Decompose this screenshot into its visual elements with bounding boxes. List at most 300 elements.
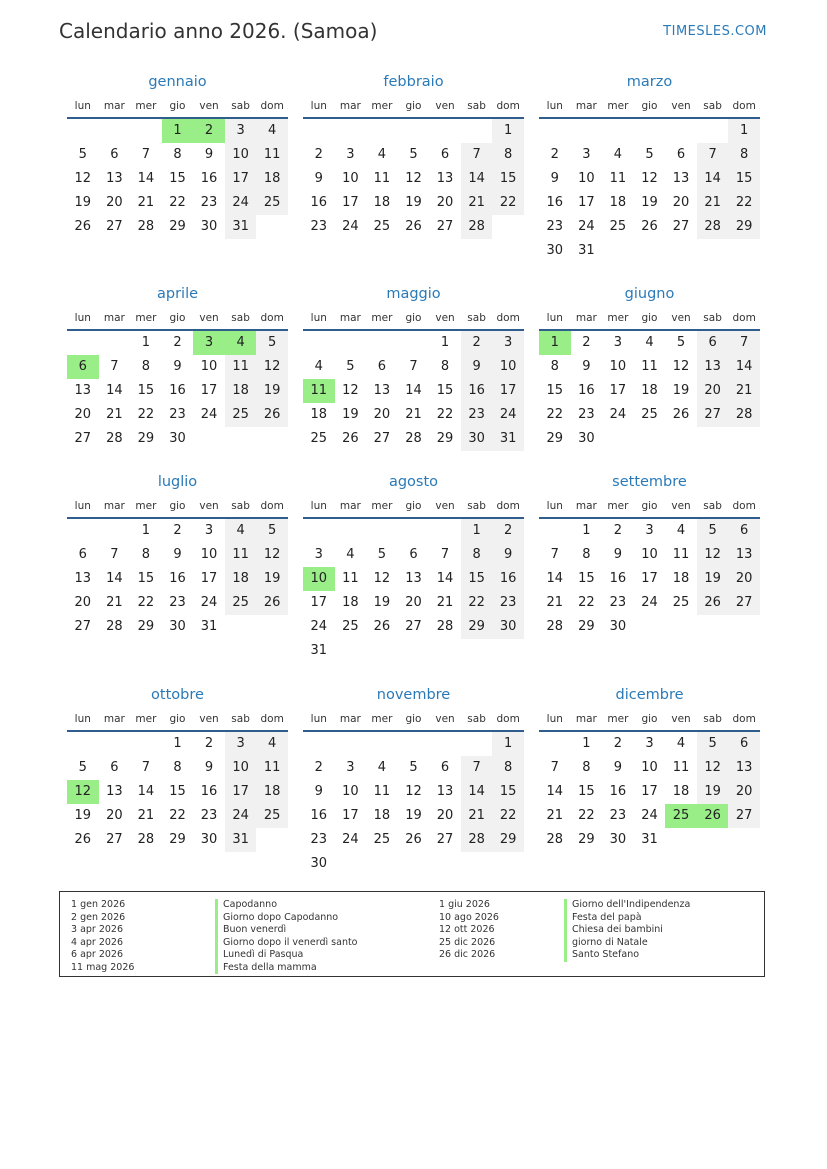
day-cell: 23 [169, 407, 186, 422]
day-cell: 21 [405, 407, 422, 422]
day-cell: 21 [697, 191, 729, 215]
day-cell: 13 [74, 383, 92, 398]
day-cell: 24 [310, 619, 328, 634]
day-cell: 23 [169, 595, 186, 610]
weekday-label: ven [671, 312, 691, 324]
weekday-label: dom [496, 100, 520, 112]
day-cell: 29 [169, 832, 186, 847]
empty-cell [303, 732, 335, 756]
day-cell: 30 [200, 832, 218, 847]
day-cell: 14 [436, 571, 454, 586]
day-cell: 13 [728, 756, 760, 780]
empty-cell [665, 119, 697, 143]
day-cell: 26 [256, 591, 288, 615]
day-cell: 7 [110, 359, 119, 374]
day-cell: 17 [492, 379, 524, 403]
days-grid [303, 732, 524, 876]
day-cell: 4 [225, 519, 257, 543]
month-dicembre [539, 685, 760, 898]
days-grid [67, 732, 288, 852]
day-cell: 18 [256, 780, 288, 804]
day-cell: 12 [373, 571, 391, 586]
day-cell: 28 [461, 828, 493, 852]
day-cell: 15 [578, 571, 595, 586]
legend-entry: 3 apr 2026 [71, 924, 124, 935]
weekday-label: mar [339, 100, 361, 112]
day-cell: 18 [373, 195, 391, 210]
weekday-label: mar [575, 100, 597, 112]
empty-cell [429, 732, 461, 756]
day-cell: 21 [137, 195, 155, 210]
day-cell: 20 [74, 407, 92, 422]
day-cell: 6 [676, 147, 686, 162]
day-cell: 30 [609, 619, 627, 634]
weekday-label: mer [135, 500, 157, 512]
day-cell: 4 [314, 359, 323, 374]
day-cell: 1 [582, 736, 591, 751]
day-cell: 18 [342, 595, 359, 610]
month-aprile [67, 284, 288, 472]
day-cell: 20 [74, 595, 92, 610]
weekday-label: ven [199, 500, 219, 512]
day-cell: 8 [173, 147, 182, 162]
day-cell: 20 [106, 808, 123, 823]
weekday-label: gio [169, 713, 186, 725]
day-cell: 23 [310, 219, 328, 234]
day-cell: 11 [672, 547, 690, 562]
legend-entry: Giorno dell'Indipendenza [564, 899, 690, 912]
weekday-header [539, 96, 760, 119]
day-cell: 9 [582, 359, 591, 374]
day-cell: 20 [405, 595, 422, 610]
weekday-label: lun [546, 312, 563, 324]
weekday-label: mar [103, 713, 125, 725]
brand-logo-text[interactable]: TIMESLES.COM [663, 24, 767, 39]
day-cell: 26 [672, 407, 690, 422]
days-grid [303, 331, 524, 451]
empty-cell [67, 331, 99, 355]
weekday-label: sab [703, 312, 722, 324]
weekday-label: mer [371, 100, 393, 112]
weekday-label: mar [575, 500, 597, 512]
days-grid [539, 732, 760, 852]
day-cell: 18 [672, 784, 690, 799]
day-cell: 24 [200, 595, 218, 610]
empty-cell [398, 519, 430, 543]
day-cell: 30 [461, 427, 493, 451]
empty-cell [335, 519, 367, 543]
day-cell: 8 [728, 143, 760, 167]
month-name: dicembre [615, 687, 684, 703]
holiday-day-cell: 25 [665, 804, 697, 828]
month-maggio [303, 284, 524, 472]
day-cell: 4 [377, 147, 387, 162]
day-cell: 23 [310, 832, 328, 847]
day-cell: 3 [492, 331, 524, 355]
weekday-label: dom [260, 312, 284, 324]
day-cell: 14 [137, 171, 155, 186]
holiday-day-cell: 3 [193, 331, 225, 355]
day-cell: 27 [74, 619, 92, 634]
month-agosto [303, 472, 524, 685]
day-cell: 21 [461, 191, 493, 215]
weekday-header [303, 96, 524, 119]
weekday-label: sab [703, 100, 722, 112]
day-cell: 21 [461, 804, 493, 828]
month-febbraio [303, 72, 524, 284]
weekday-label: dom [496, 500, 520, 512]
day-cell: 21 [546, 595, 564, 610]
day-cell: 15 [578, 784, 595, 799]
day-cell: 16 [169, 571, 186, 586]
day-cell: 5 [256, 331, 288, 355]
day-cell: 27 [728, 804, 760, 828]
weekday-label: sab [703, 713, 722, 725]
day-cell: 17 [200, 383, 218, 398]
day-cell: 28 [106, 619, 123, 634]
day-cell: 15 [461, 567, 493, 591]
holiday-day-cell: 1 [539, 331, 571, 355]
weekday-label: dom [260, 713, 284, 725]
day-cell: 13 [728, 543, 760, 567]
day-cell: 8 [141, 547, 151, 562]
empty-cell [130, 732, 162, 756]
month-name: febbraio [383, 74, 444, 90]
day-cell: 31 [200, 619, 218, 634]
day-cell: 19 [74, 808, 92, 823]
day-cell: 8 [582, 760, 591, 775]
day-cell: 1 [173, 736, 182, 751]
legend-dates-left [71, 899, 134, 974]
day-cell: 30 [578, 431, 595, 446]
day-cell: 27 [436, 219, 454, 234]
day-cell: 30 [310, 856, 328, 871]
weekday-label: mer [607, 500, 629, 512]
weekday-label: sab [703, 500, 722, 512]
day-cell: 18 [256, 167, 288, 191]
legend-entry: Santo Stefano [564, 949, 690, 962]
day-cell: 10 [492, 355, 524, 379]
day-cell: 26 [405, 832, 422, 847]
empty-cell [539, 732, 571, 756]
day-cell: 29 [137, 619, 155, 634]
legend-entry: Buon venerdì [215, 924, 358, 937]
day-cell: 2 [550, 147, 559, 162]
day-cell: 6 [440, 760, 450, 775]
days-grid [303, 519, 524, 663]
day-cell: 29 [436, 431, 454, 446]
weekday-label: ven [671, 100, 691, 112]
day-cell: 21 [106, 595, 123, 610]
holiday-day-cell: 6 [67, 355, 99, 379]
day-cell: 28 [137, 219, 155, 234]
day-cell: 23 [200, 195, 218, 210]
day-cell: 27 [672, 219, 690, 234]
empty-cell [366, 119, 398, 143]
day-cell: 4 [346, 547, 355, 562]
day-cell: 9 [550, 171, 559, 186]
legend-entry: 10 ago 2026 [439, 911, 499, 923]
day-cell: 3 [346, 760, 355, 775]
day-cell: 19 [342, 407, 359, 422]
day-cell: 11 [672, 760, 690, 775]
weekday-header [67, 709, 288, 732]
day-cell: 20 [697, 379, 729, 403]
day-cell: 29 [169, 219, 186, 234]
day-cell: 25 [672, 595, 690, 610]
day-cell: 13 [436, 171, 454, 186]
day-cell: 25 [342, 619, 359, 634]
day-cell: 25 [310, 431, 328, 446]
day-cell: 13 [697, 355, 729, 379]
day-cell: 12 [256, 543, 288, 567]
weekday-label: mar [339, 500, 361, 512]
day-cell: 18 [609, 195, 627, 210]
weekday-label: mer [371, 713, 393, 725]
day-cell: 23 [461, 403, 493, 427]
day-cell: 10 [225, 143, 257, 167]
weekday-label: lun [74, 500, 91, 512]
weekday-header [303, 709, 524, 732]
day-cell: 10 [342, 784, 359, 799]
holiday-day-cell: 4 [225, 331, 257, 355]
day-cell: 30 [546, 243, 564, 258]
days-grid [539, 519, 760, 639]
day-cell: 25 [641, 407, 658, 422]
day-cell: 26 [74, 832, 92, 847]
day-cell: 25 [256, 804, 288, 828]
day-cell: 10 [342, 171, 359, 186]
empty-cell [67, 519, 99, 543]
month-name: gennaio [148, 74, 207, 90]
day-cell: 23 [200, 808, 218, 823]
day-cell: 13 [74, 571, 92, 586]
day-cell: 13 [106, 171, 123, 186]
empty-cell [67, 732, 99, 756]
day-cell: 28 [137, 832, 155, 847]
day-cell: 31 [225, 828, 257, 852]
weekday-label: ven [435, 713, 455, 725]
legend-entry: 11 mag 2026 [71, 961, 135, 973]
day-cell: 4 [256, 119, 288, 143]
day-cell: 1 [492, 732, 524, 756]
weekday-label: mer [607, 100, 629, 112]
weekday-label: dom [260, 100, 284, 112]
day-cell: 6 [440, 147, 450, 162]
weekday-label: gio [641, 312, 658, 324]
day-cell: 16 [609, 784, 627, 799]
day-cell: 4 [676, 523, 686, 538]
day-cell: 24 [609, 407, 627, 422]
day-cell: 29 [546, 431, 564, 446]
weekday-label: mar [575, 312, 597, 324]
day-cell: 21 [546, 808, 564, 823]
day-cell: 3 [346, 147, 355, 162]
legend-entry: 26 dic 2026 [439, 949, 496, 960]
empty-cell [571, 119, 603, 143]
day-cell: 10 [200, 359, 218, 374]
day-cell: 3 [225, 119, 257, 143]
legend-entry: Giorno dopo il venerdì santo [215, 937, 358, 950]
empty-cell [335, 732, 367, 756]
day-cell: 23 [609, 595, 627, 610]
day-cell: 10 [200, 547, 218, 562]
day-cell: 7 [461, 143, 493, 167]
day-cell: 27 [373, 431, 391, 446]
weekday-label: sab [231, 312, 250, 324]
day-cell: 2 [314, 760, 323, 775]
weekday-label: lun [310, 713, 327, 725]
empty-cell [634, 119, 666, 143]
day-cell: 27 [405, 619, 422, 634]
day-cell: 18 [310, 407, 328, 422]
day-cell: 3 [225, 732, 257, 756]
weekday-label: gio [405, 312, 422, 324]
day-cell: 19 [373, 595, 391, 610]
weekday-label: mer [371, 312, 393, 324]
weekday-label: gio [169, 100, 186, 112]
weekday-label: gio [405, 500, 422, 512]
day-cell: 15 [728, 167, 760, 191]
day-cell: 9 [204, 147, 214, 162]
day-cell: 15 [492, 167, 524, 191]
empty-cell [398, 119, 430, 143]
day-cell: 3 [645, 736, 654, 751]
weekday-label: ven [671, 713, 691, 725]
day-cell: 27 [728, 591, 760, 615]
weekday-label: sab [231, 100, 250, 112]
day-cell: 17 [578, 195, 595, 210]
day-cell: 10 [225, 756, 257, 780]
day-cell: 5 [409, 760, 418, 775]
day-cell: 24 [225, 804, 257, 828]
day-cell: 2 [582, 335, 591, 350]
day-cell: 22 [137, 407, 155, 422]
day-cell: 15 [436, 383, 454, 398]
weekday-label: sab [467, 100, 486, 112]
holiday-day-cell: 26 [697, 804, 729, 828]
day-cell: 11 [225, 355, 257, 379]
day-cell: 12 [405, 784, 422, 799]
day-cell: 20 [672, 195, 690, 210]
day-cell: 24 [492, 403, 524, 427]
day-cell: 5 [78, 760, 87, 775]
day-cell: 7 [409, 359, 418, 374]
month-marzo [539, 72, 760, 284]
empty-cell [303, 519, 335, 543]
day-cell: 30 [169, 431, 186, 446]
weekday-label: mer [135, 713, 157, 725]
day-cell: 19 [405, 808, 422, 823]
day-cell: 31 [225, 215, 257, 239]
day-cell: 12 [256, 355, 288, 379]
day-cell: 10 [578, 171, 595, 186]
day-cell: 23 [546, 219, 564, 234]
day-cell: 5 [676, 335, 686, 350]
day-cell: 16 [169, 383, 186, 398]
day-cell: 7 [550, 760, 559, 775]
day-cell: 9 [492, 543, 524, 567]
legend-entry: 2 gen 2026 [71, 911, 126, 923]
day-cell: 21 [436, 595, 454, 610]
weekday-label: lun [74, 312, 91, 324]
day-cell: 29 [137, 431, 155, 446]
weekday-label: gio [641, 713, 658, 725]
day-cell: 14 [106, 383, 123, 398]
day-cell: 29 [578, 832, 595, 847]
month-settembre [539, 472, 760, 685]
day-cell: 19 [405, 195, 422, 210]
day-cell: 11 [373, 784, 391, 799]
day-cell: 31 [492, 427, 524, 451]
day-cell: 14 [461, 780, 493, 804]
day-cell: 19 [256, 567, 288, 591]
day-cell: 9 [314, 171, 323, 186]
day-cell: 8 [492, 756, 524, 780]
weekday-header [303, 308, 524, 331]
weekday-label: ven [199, 100, 219, 112]
legend-entry: Festa della mamma [215, 962, 358, 975]
day-cell: 16 [200, 784, 218, 799]
day-cell: 16 [546, 195, 564, 210]
month-luglio [67, 472, 288, 685]
day-cell: 16 [200, 171, 218, 186]
day-cell: 17 [342, 808, 359, 823]
day-cell: 7 [110, 547, 119, 562]
day-cell: 26 [74, 219, 92, 234]
day-cell: 13 [106, 784, 123, 799]
day-cell: 11 [256, 143, 288, 167]
day-cell: 5 [78, 147, 87, 162]
weekday-label: sab [231, 500, 250, 512]
day-cell: 26 [256, 403, 288, 427]
month-name: aprile [156, 286, 199, 302]
month-name: maggio [386, 286, 441, 302]
days-grid [67, 119, 288, 239]
weekday-label: sab [467, 312, 486, 324]
weekday-label: mar [103, 500, 125, 512]
weekday-label: ven [199, 312, 219, 324]
day-cell: 13 [373, 383, 391, 398]
day-cell: 9 [173, 359, 182, 374]
day-cell: 11 [373, 171, 391, 186]
days-grid [67, 519, 288, 639]
day-cell: 5 [377, 547, 387, 562]
days-grid [303, 119, 524, 239]
day-cell: 6 [78, 547, 87, 562]
weekday-label: lun [310, 100, 327, 112]
weekday-header [67, 96, 288, 119]
day-cell: 4 [645, 335, 654, 350]
weekday-label: sab [467, 713, 486, 725]
day-cell: 24 [342, 832, 359, 847]
day-cell: 6 [110, 147, 119, 162]
day-cell: 1 [440, 335, 450, 350]
day-cell: 2 [492, 519, 524, 543]
weekday-label: dom [732, 500, 756, 512]
legend-names-left [215, 899, 358, 974]
day-cell: 27 [106, 832, 123, 847]
day-cell: 22 [492, 191, 524, 215]
day-cell: 20 [373, 407, 391, 422]
day-cell: 12 [641, 171, 658, 186]
day-cell: 15 [169, 784, 186, 799]
legend-entry: 1 gen 2026 [71, 899, 126, 910]
weekday-label: mer [607, 312, 629, 324]
weekday-label: mar [103, 312, 125, 324]
weekday-label: mer [135, 100, 157, 112]
day-cell: 22 [436, 407, 454, 422]
